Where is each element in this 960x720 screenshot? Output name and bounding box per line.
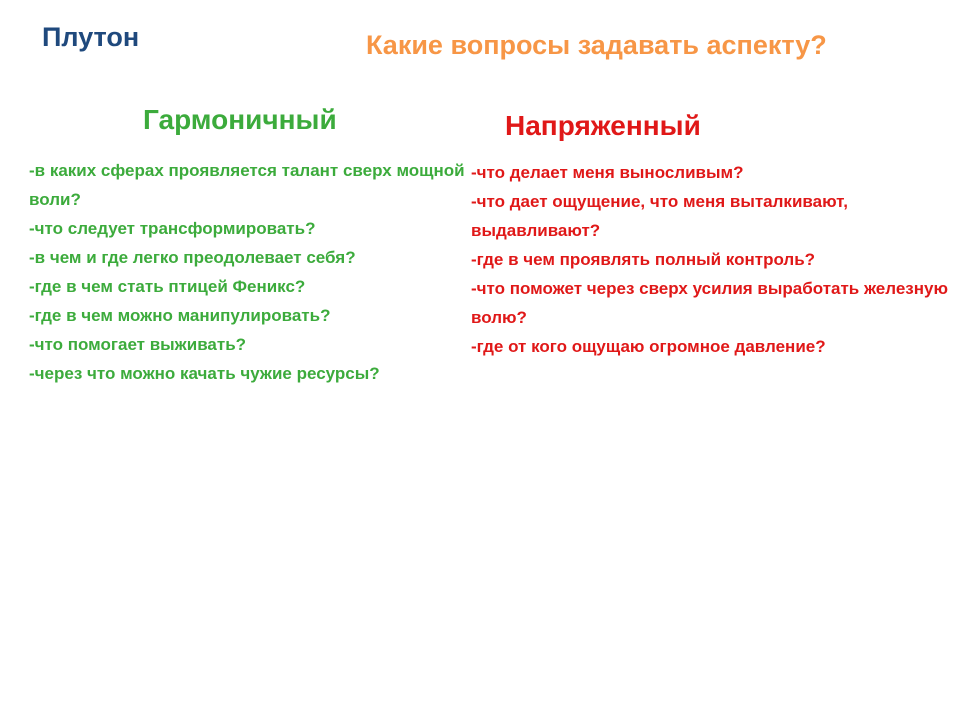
harmonious-question: -что следует трансформировать? xyxy=(29,219,316,238)
harmonious-question: -через что можно качать чужие ресурсы? xyxy=(29,364,380,383)
harmonious-heading: Гармоничный xyxy=(143,104,337,135)
tense-question: -где от кого ощущаю огромное давление? xyxy=(471,337,826,356)
tense-heading: Напряженный xyxy=(505,110,701,141)
harmonious-question: -в каких сферах проявляется талант сверх мощной воли? xyxy=(29,161,465,209)
harmonious-question: -в чем и где легко преодолевает себя? xyxy=(29,248,356,267)
tense-question: -где в чем проявлять полный контроль? xyxy=(471,250,816,269)
planet-title: Плутон xyxy=(42,22,140,52)
harmonious-question: -где в чем можно манипулировать? xyxy=(29,306,331,325)
tense-question: -что дает ощущение, что меня выталкивают, выдавливают? xyxy=(471,192,848,240)
tense-question-list xyxy=(471,158,951,361)
tense-question: -что делает меня выносливым? xyxy=(471,163,744,182)
tense-question: -что поможет через сверх усилия выработать железную волю? xyxy=(471,279,948,327)
harmonious-question: -что помогает выживать? xyxy=(29,335,247,354)
harmonious-question-list xyxy=(29,156,469,388)
slide-question: Какие вопросы задавать аспекту? xyxy=(366,30,827,60)
harmonious-question: -где в чем стать птицей Феникс? xyxy=(29,277,306,296)
